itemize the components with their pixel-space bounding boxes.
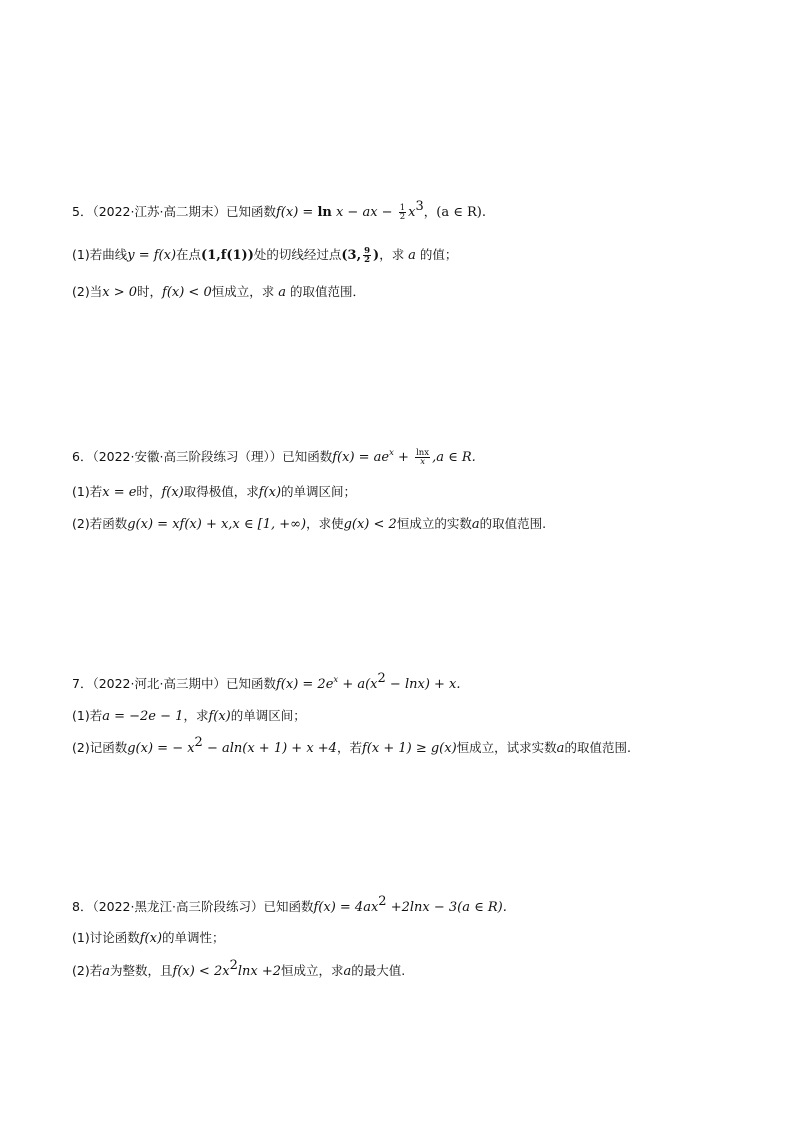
problem-source: （2022·黑龙江·高三阶段练习） [92,899,264,914]
problem-source: （2022·江苏·高二期末） [92,204,226,219]
function-definition: f(x) = ln x − ax − $\frac{1}{2}$ $x^3$ [275,199,424,222]
function-definition: $f(x) = ae^x$ + $\frac{\ln x}{x}$ ,a ∈ R. [332,447,476,467]
problem-5-header: 5．（2022·江苏·高二期末）已知函数f(x) = ln x − ax − $\frac{1}{2}$ $x^3$，(a ∈ R). [72,199,486,222]
function-definition: $f(x) = 4ax^2 +2\ln x - 3(a$ ∈ R). [313,894,507,915]
g-function: g(x) = − $x^2 - aln(x + 1) + x +4$ [127,735,337,756]
problem-7-header [72,671,461,694]
problem-number: 8． [72,899,93,914]
problem-8-header [72,894,507,917]
problem-6-part-2: (2)若函数g(x) = xf(x) + x,x ∈ [1, +∞)，求使g(x) < 2恒成立的实数a的取值范围. [72,516,547,532]
problem-intro: 已知函数 [225,676,276,691]
problem-5-part-1: (1)若曲线y = f(x)在点(1,f(1))处的切线经过点(3, $\frac{9}{2}$ )，求 a 的值； [72,245,458,265]
problem-source: （2022·河北·高三期中） [92,676,226,691]
problem-6-part-1: (1)若x = e时，f(x)取得极值，求f(x)的单调区间； [72,484,357,500]
problem-5-part-2: (2)当x > 0时，f(x) < 0恒成立，求 a 的取值范围． [72,284,365,300]
problem-number: 5． [72,204,93,219]
point-coordinates: (3, $\frac{9}{2}$ ) [341,245,380,265]
problem-8-part-2: (2)若a为整数，且$f(x) < 2x^2\ln x +2$恒成立，求a的最大值. [72,958,406,979]
problem-source: （2022·安徽·高三阶段练习（理）） [92,449,283,464]
inequality: $f(x) < 2x^2\ln x +2$ [172,958,282,979]
problem-7-part-2: (2)记函数g(x) = − $x^2 - aln(x + 1) + x +4$，若f(x + 1) ≥ g(x)恒成立，试求实数a的取值范围. [72,735,631,756]
problem-intro: 已知函数 [263,899,314,914]
problem-number: 7． [72,676,93,691]
problem-number: 6． [72,449,93,464]
problem-6-header [72,448,476,467]
problem-7-part-1: (1)若a = −2e − 1，求f(x)的单调区间； [72,708,306,724]
function-definition: $f(x) = 2e^x + a(x^2 - \ln x) + x$. [275,671,461,692]
problem-intro: 已知函数 [225,204,276,219]
problem-8-part-1: (1)讨论函数f(x)的单调性； [72,930,225,946]
problem-intro: 已知函数 [282,449,333,464]
